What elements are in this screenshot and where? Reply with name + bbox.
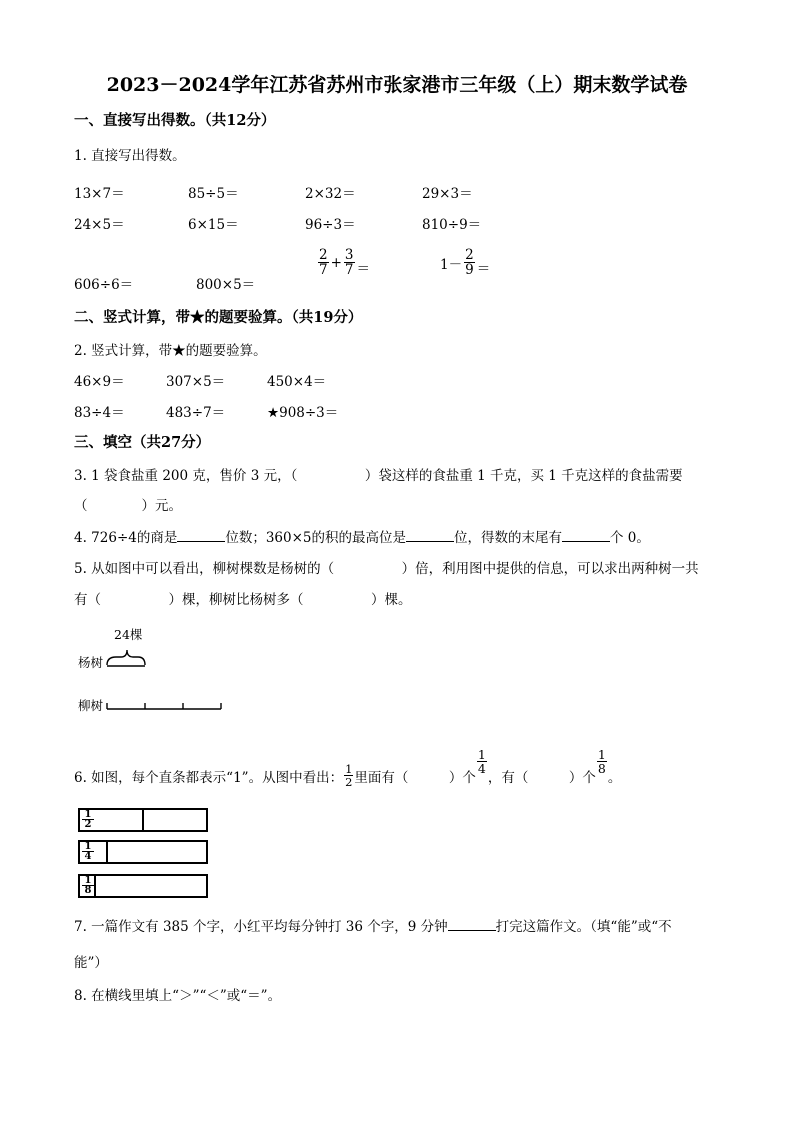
fraction-one-eighth: $\frac{1}{8}$ [597,747,606,777]
count-label: 24棵 [114,627,143,642]
answer-blank[interactable] [562,528,610,542]
exercise-2-6: ★908÷3＝ [267,405,339,421]
brace-shape [107,650,145,665]
exercise-1-4: 29×3＝ [422,186,473,202]
fraction: $\frac{2}{9}$ [465,247,474,279]
exercise-1-5: 24×5＝ [74,217,125,233]
fraction-one-quarter: $\frac{1}{4}$ [477,747,486,777]
question-5-line-2: 有（ ）棵，柳树比杨树多（ ）棵。 [74,592,412,608]
question-1: 1. 直接写出得数。 [74,148,186,164]
section-2-heading: 二、竖式计算，带★的题要验算。（共19分） [74,309,363,326]
section-3-heading: 三、填空（共27分） [74,434,211,451]
answer-blank[interactable] [177,528,225,542]
section-1-heading: 一、直接写出得数。（共12分） [74,112,276,129]
fraction-one-half: $\frac{1}{2}$ [345,761,353,789]
question-7-line-1: 7. 一篇作文有 385 个字，小红平均每分钟打 36 个字，9 分钟 打完这篇作文。（填“能”或“不 [74,919,672,935]
question-3-line-2: （ ）元。 [74,498,182,514]
fraction-bar-eighths [78,874,208,898]
tree-segment-bars [74,625,254,715]
fraction: $\frac{2}{7}$ [319,247,328,279]
exercise-1-1: 13×7＝ [74,186,125,202]
answer-blank[interactable] [406,528,454,542]
page-title: 2023－2024学年江苏省苏州市张家港市三年级（上）期末数学试卷 [106,74,688,96]
question-4: 4. 726÷4的商是 位数；360×5的积的最高位是 位，得数的末尾有 个 0。 [74,530,650,546]
question-7-line-2: 能”） [74,955,108,971]
exercise-1-2: 85÷5＝ [188,186,239,202]
bar-label: 1 8 [82,876,94,895]
exercise-1-7: 96÷3＝ [305,217,356,233]
exercise-1-6: 6×15＝ [188,217,239,233]
yang-label: 杨树 [78,655,104,670]
bar-label: 1 4 [82,842,94,861]
exercise-1-12: 1－ $\frac{2}{9}$ ＝ [440,247,491,279]
tree-count-diagram [74,625,254,715]
answer-blank[interactable] [448,917,496,931]
fraction: $\frac{3}{7}$ [344,247,354,279]
exercise-1-10: 800×5＝ [196,277,256,293]
exercise-2-1: 46×9＝ [74,374,125,390]
liu-label: 柳树 [78,698,104,713]
exercise-1-11: $\frac{2}{7}$ + $\frac{3}{7}$ ＝ [319,247,370,279]
fraction-bar-quarters [78,840,208,864]
question-2: 2. 竖式计算，带★的题要验算。 [74,343,267,359]
exercise-1-3: 2×32＝ [305,186,356,202]
exercise-2-4: 83÷4＝ [74,405,125,421]
bar-label: 1 2 [82,810,94,829]
fraction-bar-halves [78,808,208,832]
question-6: 6. 如图，每个直条都表示“1”。从图中看出： $\frac{1}{2}$ 里面有（ ）个 $\frac{1}{4}$ ，有（ ）个 $\frac{1}{8}$ 。 [74,747,622,789]
question-8: 8. 在横线里填上“＞”“＜”或“＝”。 [74,988,282,1004]
exercise-1-8: 810÷9＝ [422,217,482,233]
exercise-2-5: 483÷7＝ [166,405,226,421]
exercise-2-3: 450×4＝ [267,374,327,390]
question-5-line-1: 5. 从如图中可以看出，柳树棵数是杨树的（ ）倍，利用图中提供的信息，可以求出两种树一共 [74,561,699,577]
exercise-1-9: 606÷6＝ [74,277,134,293]
exercise-2-2: 307×5＝ [166,374,226,390]
question-3-line-1: 3. 1 袋食盐重 200 克，售价 3 元，（ ）袋这样的食盐重 1 千克，买 1 千克这样的食盐需要 [74,468,683,484]
